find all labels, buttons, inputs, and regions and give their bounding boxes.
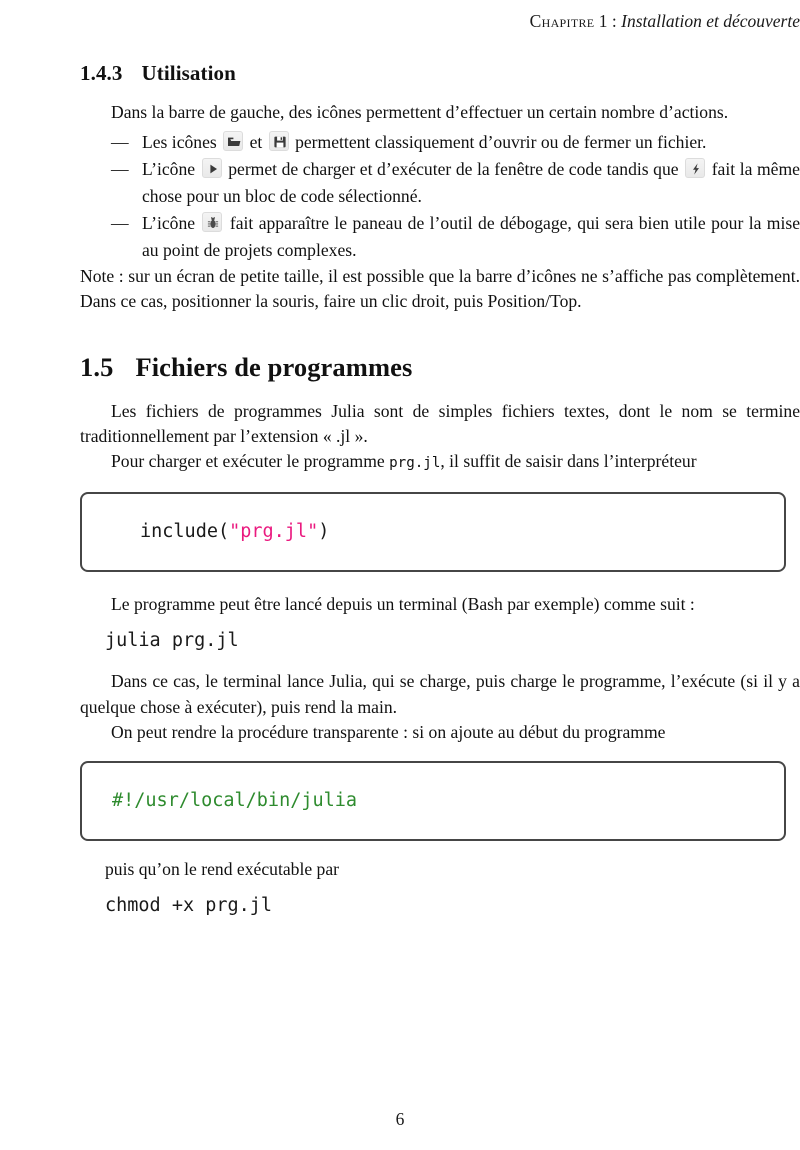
paragraph-terminal-explain: Dans ce cas, le terminal lance Julia, qui se charge, puis charge le programme, l’exécute (si il y a quelque chose à exécuter), puis rend la main. [80,671,800,717]
section-title: Fichiers de programmes [135,351,413,382]
code-line [82,520,784,544]
spacer [80,572,800,592]
list-item-text-before: Les icônes [142,132,217,153]
running-header-chapter-number: 1 [598,11,608,31]
paragraph-load-pre: Pour charger et exécuter le programme [111,451,390,472]
paragraph-load-post: , il suffit de saisir dans l’interpréteur [440,451,697,472]
paragraph-terminal: Le programme peut être lancé depuis un terminal (Bash par exemple) comme suit : [111,594,695,615]
code-block-include [80,492,786,572]
paragraph-chmod-intro: puis qu’on le rend exécutable par [105,859,340,880]
command-chmod: chmod +x prg.jl [105,895,273,917]
running-header [80,10,800,32]
list-item-text-after: fait la même chose pour un bloc de code sélectionné. [142,159,800,207]
page-content [80,60,800,918]
bug-debug-icon [202,212,222,232]
section-number: 1.5 [80,351,114,382]
spacer [80,315,800,351]
list-dash: — [111,213,129,234]
lightning-bolt-icon [685,158,705,178]
spacer [80,882,800,894]
code-line [82,789,784,813]
list-item-text-before: L’icône [142,159,196,180]
subsection-number: 1.4.3 [80,61,123,85]
list-dash: — [111,132,129,153]
paragraph-files: Les fichiers de programmes Julia sont de simples fichiers textes, dont le nom se termine traditionnellement par l’extension « .jl ». [80,400,800,446]
running-header-chapter-title: Installation et découverte [621,11,800,31]
play-run-icon [202,158,222,178]
paragraph-load-program [80,449,800,476]
subsection-heading [80,60,800,86]
paragraph-transparent: On peut rendre la procédure transparente : si on ajoute au début du programme [111,721,666,742]
spacer [80,617,800,629]
code-token-call: include( [140,521,230,543]
subsection-title: Utilisation [141,61,236,85]
list-dash: — [111,159,129,180]
spacer [80,653,800,669]
section-heading [80,351,800,383]
list-item-text-after: fait apparaître le paneau de l’outil de débogage, qui sera bien utile pour la mise au point de projets complexes. [142,213,800,261]
paragraph-note: Note : sur un écran de petite taille, il est possible que la barre d’icônes ne s’affiche pas complètement. Dans ce cas, positionner la souris, faire un clic droit, puis Position/Top. [80,266,800,312]
spacer [80,841,800,857]
list-item [80,210,800,264]
icon-description-list [80,129,800,264]
code-token-close: ) [318,521,330,543]
command-julia: julia prg.jl [105,630,239,652]
running-header-chapter-label: Chapitre [529,11,595,31]
list-item [80,156,800,210]
list-item-text-after: permettent classiquement d’ouvrir ou de fermer un fichier. [295,132,707,153]
list-item-text-middle: permet de charger et d’exécuter de la fenêtre de code tandis que [228,159,679,180]
code-token-comment: #!/usr/local/bin/julia [112,790,358,812]
list-item-text-before: L’icône [142,213,196,234]
list-item [80,129,800,156]
inline-code-filename: prg.jl [389,455,441,472]
paragraph-intro: Dans la barre de gauche, des icônes permettent d’effectuer un certain nombre d’actions. [111,102,729,122]
folder-open-icon [223,131,243,151]
code-token-string: "prg.jl" [229,521,319,543]
code-block-shebang [80,761,786,841]
list-item-text-middle: et [249,132,263,153]
save-disk-icon [269,131,289,151]
running-header-separator: : [607,11,622,31]
page-number: 6 [395,1109,405,1129]
